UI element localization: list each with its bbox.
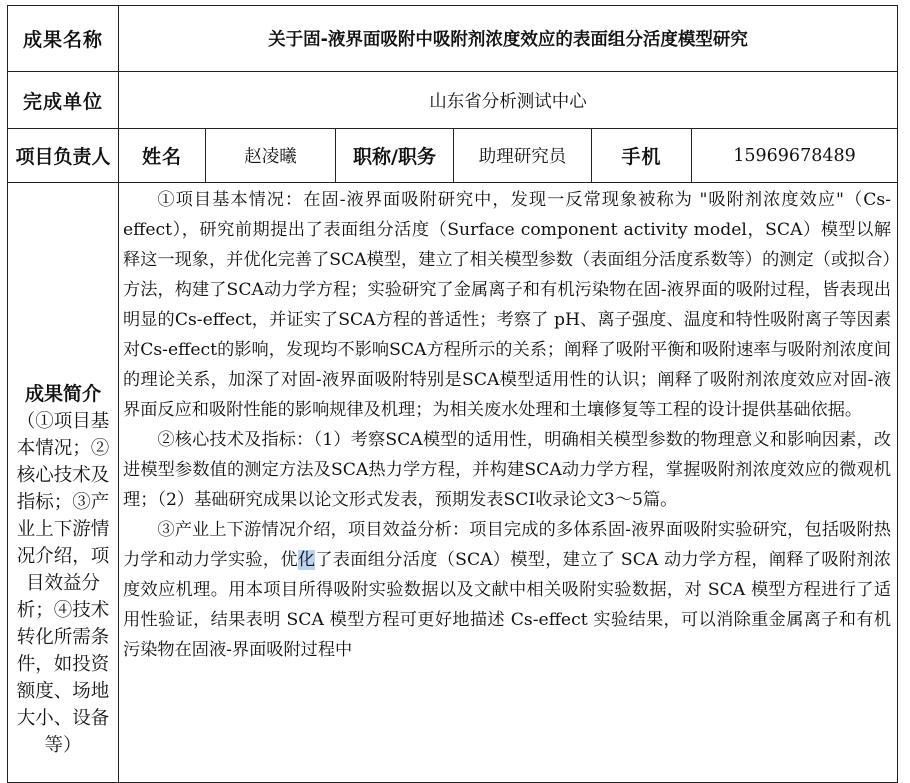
row-result-name <box>8 6 898 72</box>
unit-label: 完成单位 <box>8 72 119 129</box>
result-name-value: 关于固-液界面吸附中吸附剂浓度效应的表面组分活度模型研究 <box>119 6 898 72</box>
summary-label <box>8 183 119 783</box>
paragraph-core-tech: ②核心技术及指标：（1）考察SCA模型的适用性，明确相关模型参数的物理意义和影响因素，改进模型参数值的测定方法及SCA热力学方程，并构建SCA动力学方程，掌握吸附剂浓度效应的微观机理；（2）基础研究成果以论文形式发表，预期发表SCI收录论文3～5篇。 <box>123 430 892 510</box>
name-value: 赵凌曦 <box>206 129 336 183</box>
name-label: 姓名 <box>119 129 206 183</box>
title-label: 职称/职务 <box>336 129 454 183</box>
paragraph-industry <box>123 515 891 665</box>
row-leader <box>8 129 898 183</box>
paragraph-basic-info: ①项目基本情况：在固-液界面吸附研究中，发现一反常现象被称为 "吸附剂浓度效应"（Cs-effect），研究前期提出了表面组分活度（Surface component activity model，SCA）模型以解释这一现象，并优化完善了SCA模型，建立了相关模型参数（表面组分活度系数等）的测定（或拟合）方法，构建了SCA动力学方程；实验研究了金属离子和有机污染物在固-液界面的吸附过程，皆表现出明显的Cs-effect，并证实了SCA方程的普适性；考察了 pH、离子强度、温度和特性吸附离子等因素对Cs-effect的影响，发现均不影响SCA方程所示的关系；阐释了吸附平衡和吸附速率与吸附剂浓度间的理论关系，加深了对固-液界面吸附特别是SCA模型适用性的认识；阐释了吸附剂浓度效应对固-液界面反应和吸附性能的影响规律及机理；为相关废水处理和土壤修复等工程的设计提供基础依据。 <box>123 190 892 420</box>
result-name-label: 成果名称 <box>8 6 119 72</box>
summary-label-detail: （①项目基本情况；②核心技术及指标；③产业上下游情况介绍，项目效益分析；④技术转化所需条件，如投资额度、场地大小、设备等） <box>16 411 110 756</box>
text-selection-highlight: 化 <box>297 550 316 570</box>
summary-content <box>119 183 898 783</box>
unit-value: 山东省分析测试中心 <box>119 72 898 129</box>
row-summary <box>8 183 898 783</box>
para3-text-after: 了表面组分活度（SCA）模型，建立了 SCA 动力学方程，阐释了吸附剂浓度效应机理。用本项目所得吸附实验数据以及文献中相关吸附实验数据，对 SCA 模型方程进行了适用性验证，结果表明 SCA 模型方程可更好地描述 Cs-effect 实验结果，可以消除重金属离子和有机污染物在固液-界面吸附过程中 <box>123 550 892 660</box>
result-info-table <box>7 5 898 783</box>
leader-label: 项目负责人 <box>8 129 119 183</box>
title-value: 助理研究员 <box>454 129 592 183</box>
phone-label: 手机 <box>592 129 692 183</box>
summary-label-head: 成果简介 <box>24 383 101 405</box>
phone-value: 15969678489 <box>692 129 898 183</box>
row-unit <box>8 72 898 129</box>
para3-text-before: ③产业上下游情况介绍，项目效益分析：项目完成的多体系固-液界面吸附实验研究，包括吸附热力学和动力学实验，优 <box>123 520 892 570</box>
document-page <box>7 5 897 759</box>
